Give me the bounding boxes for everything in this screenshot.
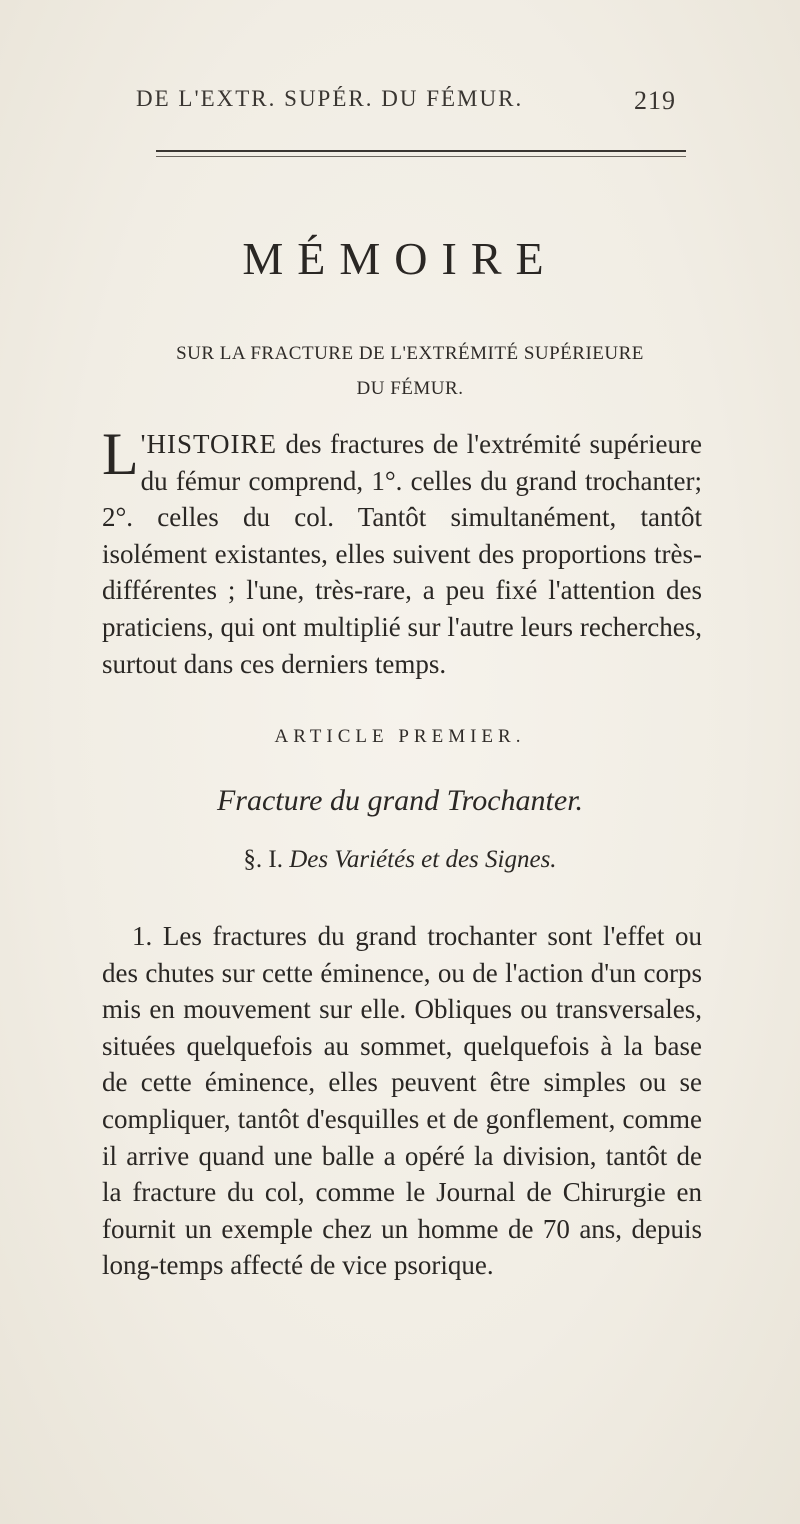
section-heading (0, 846, 800, 874)
page-number: 219 (634, 86, 676, 115)
running-title: DE L'EXTR. SUPÉR. DU FÉMUR. (136, 86, 524, 111)
memoir-subtitle (130, 336, 690, 406)
section-number: §. I. (243, 846, 283, 873)
drop-cap: L (102, 421, 139, 487)
header-rule (156, 150, 686, 152)
memoir-title: MÉMOIRE (242, 233, 558, 284)
subtitle-line-1: SUR LA FRACTURE DE L'EXTRÉMITÉ SUPÉRIEURE (176, 343, 644, 364)
intro-text: des fractures de l'extrémité supérieure du fémur comprend, 1°. celles du grand trochanter; 2°. celles du col. Tantôt simultanément, tantôt isolément existantes, elles suivent des proportions très-différentes ; l'une, très-rare, a peu fixé l'attention des praticiens, qui ont multiplié sur l'autre leurs recherches, surtout dans ces derniers temps. (102, 429, 702, 679)
paragraph-1: 1. Les fractures du grand trochanter sont l'effet ou des chutes sur cette éminence, ou de l'action d'un corps mis en mouvement sur elle. Obliques ou transversales, situées quelquefois au sommet, quelquefois à la base de cette éminence, elles peuvent être simples ou se compliquer, tantôt d'esquilles et de gonflement, comme il arrive quand une balle a opéré la division, tantôt de la fracture du col, comme le Journal de Chirurgie en fournit un exemple chez un homme de 70 ans, depuis long-temps affecté de vice psorique. (102, 921, 702, 1281)
subtitle-line-2: DU FÉMUR. (356, 378, 464, 399)
header-rule-thin (156, 156, 686, 157)
article-heading: ARTICLE PREMIER. (274, 726, 526, 747)
section-title: Des Variétés et des Signes. (289, 846, 557, 873)
fracture-heading: Fracture du grand Trochanter. (216, 784, 584, 817)
intro-paragraph (102, 421, 702, 682)
intro-smallcaps: 'HISTOIRE (140, 429, 278, 459)
